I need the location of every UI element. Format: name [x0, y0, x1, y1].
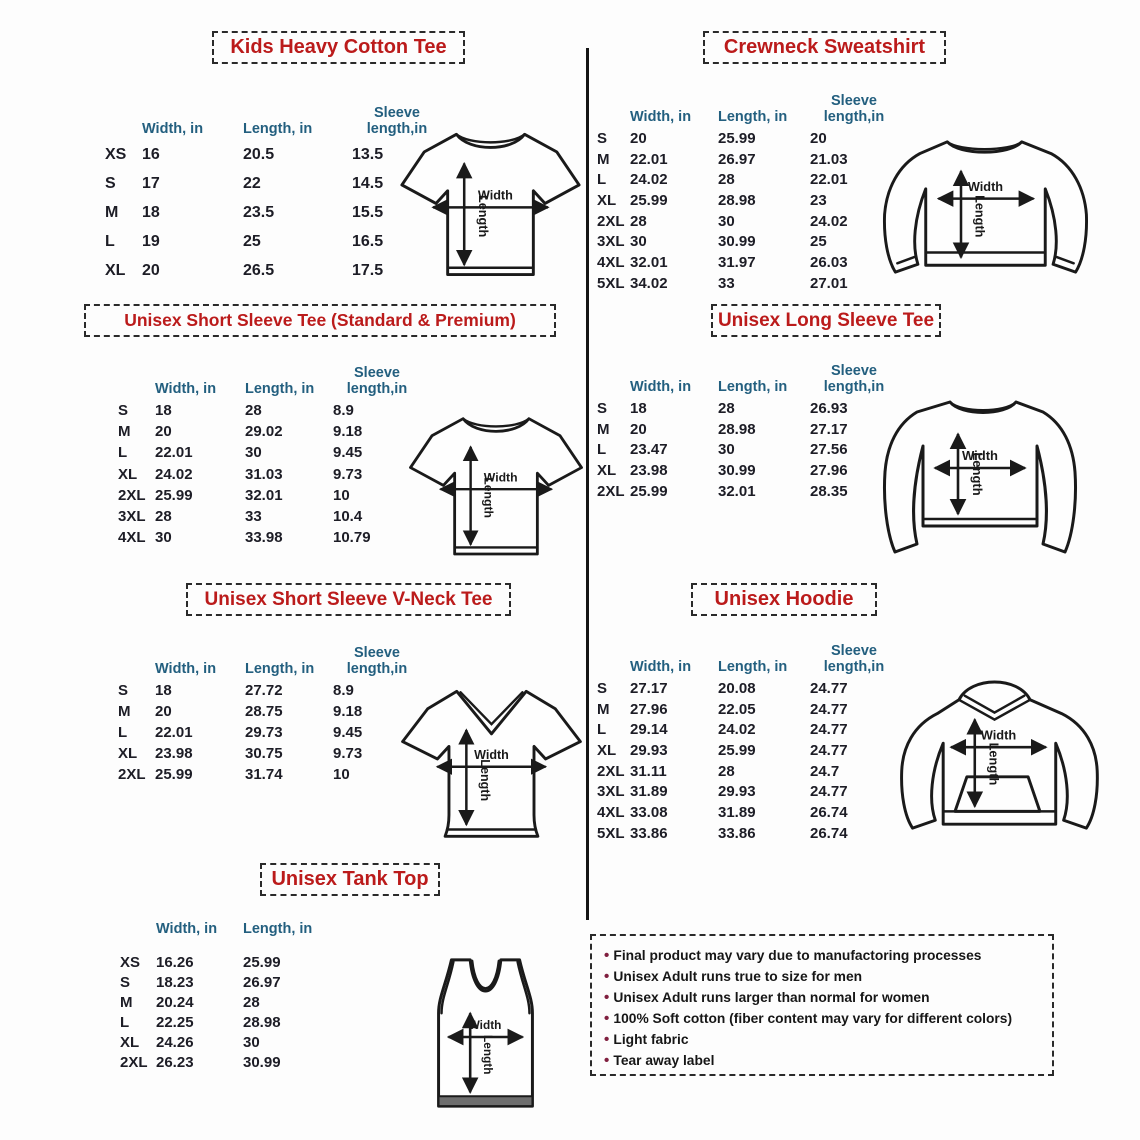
title-text: Unisex Tank Top — [271, 868, 429, 890]
size-label: S — [597, 679, 608, 697]
size-row — [120, 952, 343, 972]
size-label: 2XL — [118, 766, 146, 783]
note-item: • Unisex Adult runs true to size for men — [604, 966, 1040, 987]
width-value: 34.02 — [630, 274, 668, 292]
sleeve-value: 9.73 — [333, 465, 363, 483]
size-label: S — [118, 682, 129, 699]
width-value: 27.96 — [630, 700, 668, 718]
length-value: 32.01 — [718, 482, 756, 500]
size-row — [597, 211, 898, 232]
width-value: 18.23 — [156, 973, 194, 991]
col-header-width: Width, in — [142, 121, 204, 137]
length-label: Length — [481, 1035, 496, 1075]
length-value: 28.98 — [718, 420, 756, 438]
kids-tee-illustration — [398, 112, 583, 292]
long-sleeve-tee-illustration — [855, 388, 1110, 568]
size-label: M — [105, 203, 119, 221]
size-label: M — [597, 150, 610, 168]
title-text: Crewneck Sweatshirt — [723, 36, 926, 58]
sleeve-value: 20 — [810, 129, 827, 147]
size-label: XL — [597, 191, 617, 209]
size-label: 5XL — [597, 824, 625, 842]
size-row — [597, 740, 898, 761]
size-label: XL — [120, 1033, 140, 1051]
sleeve-value: 24.77 — [810, 783, 848, 801]
size-row — [597, 149, 898, 170]
size-label: XL — [118, 745, 138, 762]
sleeve-value: 10.4 — [333, 508, 363, 526]
length-value: 33.86 — [718, 824, 756, 842]
size-row — [120, 1052, 343, 1072]
size-table-tank-top — [120, 916, 343, 1072]
length-value: 30.75 — [245, 745, 283, 762]
section-title-kids-heavy-cotton-tee — [212, 31, 465, 64]
length-label: Length — [481, 477, 496, 518]
size-label: 3XL — [118, 508, 146, 526]
size-label: L — [118, 444, 128, 462]
width-value: 30 — [630, 233, 647, 251]
note-item: • Final product may vary due to manufactoring processes — [604, 945, 1040, 966]
size-label: M — [120, 993, 133, 1011]
note-item: • Unisex Adult runs larger than normal for women — [604, 987, 1040, 1008]
sleeve-value: 24.7 — [810, 762, 840, 780]
col-header-size — [118, 677, 155, 680]
length-value: 33 — [718, 274, 735, 292]
size-label: XS — [105, 145, 127, 163]
width-label: Width — [980, 727, 1017, 743]
width-value: 17 — [142, 174, 160, 192]
col-header-length: Length, in — [245, 661, 315, 677]
length-value: 30 — [718, 212, 735, 230]
size-table-kids-tee — [105, 88, 442, 285]
sleeve-value: 8.9 — [333, 402, 354, 420]
length-value: 31.74 — [245, 766, 283, 783]
sleeve-value: 9.45 — [333, 724, 363, 741]
size-row — [597, 781, 898, 802]
width-value: 18 — [142, 203, 160, 221]
v-neck-tee-illustration — [395, 672, 587, 844]
col-header-sleeve: Sleeve length,in — [346, 645, 408, 677]
size-row — [118, 506, 421, 527]
size-label: 3XL — [597, 233, 625, 251]
width-value: 18 — [630, 399, 647, 417]
col-header-width: Width, in — [156, 921, 218, 937]
size-row — [118, 701, 421, 722]
sleeve-value: 10 — [333, 486, 350, 504]
length-value: 25.99 — [718, 129, 756, 147]
size-row — [118, 743, 421, 764]
size-table-long-sleeve-tee — [597, 358, 898, 501]
sleeve-value: 27.01 — [810, 274, 848, 292]
size-row — [597, 273, 898, 294]
length-value: 25.99 — [243, 953, 281, 971]
col-header-width: Width, in — [630, 109, 692, 125]
sleeve-value: 10 — [333, 766, 350, 783]
size-label: 2XL — [120, 1053, 148, 1071]
size-label: L — [597, 721, 607, 739]
sleeve-value: 26.93 — [810, 399, 848, 417]
section-title-unisex-v-neck-tee — [186, 583, 511, 616]
width-value: 30 — [155, 529, 172, 547]
title-text: Unisex Hoodie — [714, 588, 854, 610]
length-value: 31.03 — [245, 465, 283, 483]
length-value: 28 — [245, 402, 262, 420]
col-header-width: Width, in — [155, 661, 217, 677]
width-value: 25.99 — [155, 486, 193, 504]
width-value: 19 — [142, 232, 160, 250]
length-value: 30 — [243, 1033, 260, 1051]
width-value: 25.99 — [630, 482, 668, 500]
length-value: 25 — [243, 232, 261, 250]
hoodie-illustration — [880, 670, 1112, 852]
width-value: 22.01 — [630, 150, 668, 168]
width-label: Width — [962, 448, 998, 463]
size-row — [120, 972, 343, 992]
sleeve-value: 9.18 — [333, 703, 363, 720]
size-row — [118, 421, 421, 442]
length-value: 26.97 — [243, 973, 281, 991]
width-value: 20 — [142, 261, 160, 279]
col-header-size — [597, 675, 630, 678]
size-row — [120, 1032, 343, 1052]
size-row — [120, 1012, 343, 1032]
width-value: 20 — [155, 703, 172, 720]
col-header-width: Width, in — [155, 381, 217, 397]
sleeve-value: 9.18 — [333, 423, 363, 441]
width-value: 20 — [630, 129, 647, 147]
note-item: • Tear away label — [604, 1050, 1040, 1071]
size-label: L — [105, 232, 115, 250]
size-label: 4XL — [597, 253, 625, 271]
sleeve-value: 8.9 — [333, 682, 354, 699]
col-header-length: Length, in — [718, 659, 788, 675]
size-row — [597, 802, 898, 823]
size-table-v-neck-tee — [118, 638, 421, 785]
length-value: 28 — [718, 399, 735, 417]
length-value: 30 — [718, 441, 735, 459]
size-label: 2XL — [597, 482, 625, 500]
col-header-sleeve: Sleeve length,in — [823, 363, 885, 395]
sleeve-value: 24.77 — [810, 721, 848, 739]
length-value: 26.5 — [243, 261, 275, 279]
col-header-sleeve: Sleeve length,in — [823, 643, 885, 675]
length-value: 28 — [718, 171, 735, 189]
length-value: 29.73 — [245, 724, 283, 741]
width-value: 33.86 — [630, 824, 668, 842]
width-value: 18 — [155, 402, 172, 420]
width-value: 24.26 — [156, 1033, 194, 1051]
sleeve-value: 24.77 — [810, 679, 848, 697]
length-value: 31.97 — [718, 253, 756, 271]
section-title-unisex-hoodie — [691, 583, 877, 616]
size-label: S — [105, 174, 116, 192]
size-row — [105, 256, 442, 285]
title-text: Unisex Long Sleeve Tee — [717, 309, 935, 331]
size-label: L — [597, 441, 607, 459]
width-label: Width — [468, 1018, 502, 1033]
size-row — [597, 398, 898, 419]
col-header-size — [120, 937, 156, 940]
length-value: 24.02 — [718, 721, 756, 739]
length-value: 28 — [243, 993, 260, 1011]
width-label: Width — [967, 178, 1004, 194]
size-label: 2XL — [597, 762, 625, 780]
width-value: 22.01 — [155, 724, 193, 741]
width-value: 33.08 — [630, 803, 668, 821]
size-row — [105, 198, 442, 227]
size-label: S — [597, 129, 608, 147]
sleeve-value: 27.17 — [810, 420, 848, 438]
size-label: S — [120, 973, 131, 991]
size-row — [118, 464, 421, 485]
size-row — [597, 439, 898, 460]
length-value: 29.02 — [245, 423, 283, 441]
length-value: 30 — [245, 444, 262, 462]
section-title-unisex-tank-top — [260, 863, 440, 896]
size-label: L — [597, 171, 607, 189]
size-label: M — [118, 703, 131, 720]
size-row — [118, 485, 421, 506]
size-label: 4XL — [118, 529, 146, 547]
size-label: M — [118, 423, 131, 441]
length-label: Length — [477, 759, 492, 802]
title-text: Kids Heavy Cotton Tee — [230, 36, 447, 58]
width-label: Width — [483, 470, 518, 485]
size-table-short-sleeve-tee — [118, 358, 421, 548]
size-label: XL — [597, 461, 617, 479]
size-label: S — [118, 402, 129, 420]
size-label: M — [597, 420, 610, 438]
sleeve-value: 27.96 — [810, 461, 848, 479]
length-label: Length — [972, 195, 988, 238]
size-row — [105, 169, 442, 198]
sleeve-value: 13.5 — [352, 145, 384, 163]
sleeve-value: 17.5 — [352, 261, 384, 279]
section-title-unisex-long-sleeve-tee — [711, 304, 941, 337]
col-header-length: Length, in — [718, 109, 788, 125]
col-header-sleeve: Sleeve length,in — [366, 105, 428, 137]
length-value: 23.5 — [243, 203, 275, 221]
length-value: 20.08 — [718, 679, 756, 697]
col-header-sleeve: Sleeve length,in — [823, 93, 885, 125]
width-value: 24.02 — [155, 465, 193, 483]
length-value: 33.98 — [245, 529, 283, 547]
sleeve-value: 22.01 — [810, 171, 848, 189]
size-row — [118, 527, 421, 548]
size-row — [118, 400, 421, 421]
size-label: 2XL — [118, 486, 146, 504]
width-value: 18 — [155, 682, 172, 699]
product-notes-box — [590, 934, 1054, 1076]
length-value: 20.5 — [243, 145, 275, 163]
sleeve-value: 14.5 — [352, 174, 384, 192]
sleeve-value: 26.74 — [810, 824, 848, 842]
length-value: 26.97 — [718, 150, 756, 168]
sleeve-value: 21.03 — [810, 150, 848, 168]
length-label: Length — [475, 195, 490, 238]
size-label: 2XL — [597, 212, 625, 230]
col-header-size — [105, 137, 142, 140]
width-value: 26.23 — [156, 1053, 194, 1071]
col-header-size — [118, 397, 155, 400]
size-label: XL — [105, 261, 126, 279]
col-header-length: Length, in — [243, 921, 313, 937]
length-value: 32.01 — [245, 486, 283, 504]
width-value: 16.26 — [156, 953, 194, 971]
unisex-tee-illustration — [405, 398, 587, 570]
size-row — [597, 128, 898, 149]
length-label: Length — [986, 742, 1002, 786]
length-value: 28.98 — [718, 191, 756, 209]
col-header-sleeve: Sleeve length,in — [346, 365, 408, 397]
width-value: 23.47 — [630, 441, 668, 459]
size-row — [105, 140, 442, 169]
size-row — [597, 190, 898, 211]
size-label: L — [120, 1013, 130, 1031]
length-value: 31.89 — [718, 803, 756, 821]
length-value: 28 — [718, 762, 735, 780]
size-label: XL — [597, 741, 617, 759]
size-row — [118, 764, 421, 785]
width-value: 22.25 — [156, 1013, 194, 1031]
length-value: 22.05 — [718, 700, 756, 718]
size-label: 5XL — [597, 274, 625, 292]
width-value: 31.89 — [630, 783, 668, 801]
width-value: 32.01 — [630, 253, 668, 271]
size-label: L — [118, 724, 128, 741]
col-header-length: Length, in — [245, 381, 315, 397]
size-table-crewneck — [597, 88, 898, 294]
sleeve-value: 10.79 — [333, 529, 371, 547]
sleeve-value: 9.45 — [333, 444, 363, 462]
size-table-hoodie — [597, 638, 898, 844]
note-item: • Light fabric — [604, 1029, 1040, 1050]
note-item: • 100% Soft cotton (fiber content may vary for different colors) — [604, 1008, 1040, 1029]
width-value: 29.93 — [630, 741, 668, 759]
sleeve-value: 25 — [810, 233, 827, 251]
size-row — [118, 722, 421, 743]
length-label: Length — [970, 452, 985, 496]
width-value: 20 — [630, 420, 647, 438]
col-header-length: Length, in — [243, 121, 313, 137]
width-value: 28 — [155, 508, 172, 526]
width-value: 25.99 — [630, 191, 668, 209]
width-value: 29.14 — [630, 721, 668, 739]
width-value: 20.24 — [156, 993, 194, 1011]
width-value: 28 — [630, 212, 647, 230]
col-header-size — [597, 125, 630, 128]
col-header-width: Width, in — [630, 659, 692, 675]
title-text: Unisex Short Sleeve V-Neck Tee — [204, 588, 493, 610]
sleeve-value: 16.5 — [352, 232, 384, 250]
size-label: M — [597, 700, 610, 718]
width-value: 22.01 — [155, 444, 193, 462]
size-row — [597, 823, 898, 844]
size-label: XL — [118, 465, 138, 483]
length-value: 28.75 — [245, 703, 283, 720]
length-value: 30.99 — [718, 233, 756, 251]
size-row — [597, 460, 898, 481]
col-header-size — [597, 395, 630, 398]
sleeve-value: 28.35 — [810, 482, 848, 500]
sleeve-value: 24.77 — [810, 741, 848, 759]
size-row — [118, 680, 421, 701]
sleeve-value: 26.74 — [810, 803, 848, 821]
size-label: 3XL — [597, 783, 625, 801]
section-title-unisex-short-sleeve-tee — [84, 304, 556, 337]
length-value: 22 — [243, 174, 261, 192]
size-label: S — [597, 399, 608, 417]
size-row — [105, 227, 442, 256]
col-header-width: Width, in — [630, 379, 692, 395]
size-row — [597, 678, 898, 699]
size-row — [118, 442, 421, 463]
size-label: XS — [120, 953, 141, 971]
sleeve-value: 24.77 — [810, 700, 848, 718]
length-value: 33 — [245, 508, 262, 526]
width-value: 25.99 — [155, 766, 193, 783]
size-row — [120, 992, 343, 1012]
width-value: 16 — [142, 145, 160, 163]
length-value: 28.98 — [243, 1013, 281, 1031]
length-value: 27.72 — [245, 682, 283, 699]
length-value: 29.93 — [718, 783, 756, 801]
sleeve-value: 9.73 — [333, 745, 363, 762]
width-value: 24.02 — [630, 171, 668, 189]
title-text: Unisex Short Sleeve Tee (Standard & Premium) — [124, 310, 516, 330]
size-label: 4XL — [597, 803, 625, 821]
width-value: 20 — [155, 423, 172, 441]
size-row — [597, 481, 898, 502]
length-value: 30.99 — [718, 461, 756, 479]
sleeve-value: 24.02 — [810, 212, 848, 230]
size-row — [597, 719, 898, 740]
width-value: 23.98 — [155, 745, 193, 762]
size-row — [597, 169, 898, 190]
length-value: 25.99 — [718, 741, 756, 759]
section-title-crewneck-sweatshirt — [703, 31, 946, 64]
width-value: 31.11 — [630, 762, 667, 780]
size-row — [597, 761, 898, 782]
size-row — [597, 252, 898, 273]
sleeve-value: 15.5 — [352, 203, 384, 221]
size-row — [597, 699, 898, 720]
sleeve-value: 23 — [810, 191, 827, 209]
width-label: Width — [477, 188, 513, 203]
sleeve-value: 26.03 — [810, 253, 848, 271]
size-row — [597, 231, 898, 252]
crewneck-sweatshirt-illustration — [865, 128, 1105, 283]
width-label: Width — [474, 747, 509, 762]
length-value: 30.99 — [243, 1053, 281, 1071]
width-value: 27.17 — [630, 679, 668, 697]
tank-top-illustration — [428, 952, 543, 1118]
width-value: 23.98 — [630, 461, 668, 479]
sleeve-value: 27.56 — [810, 441, 848, 459]
size-row — [597, 419, 898, 440]
col-header-length: Length, in — [718, 379, 788, 395]
